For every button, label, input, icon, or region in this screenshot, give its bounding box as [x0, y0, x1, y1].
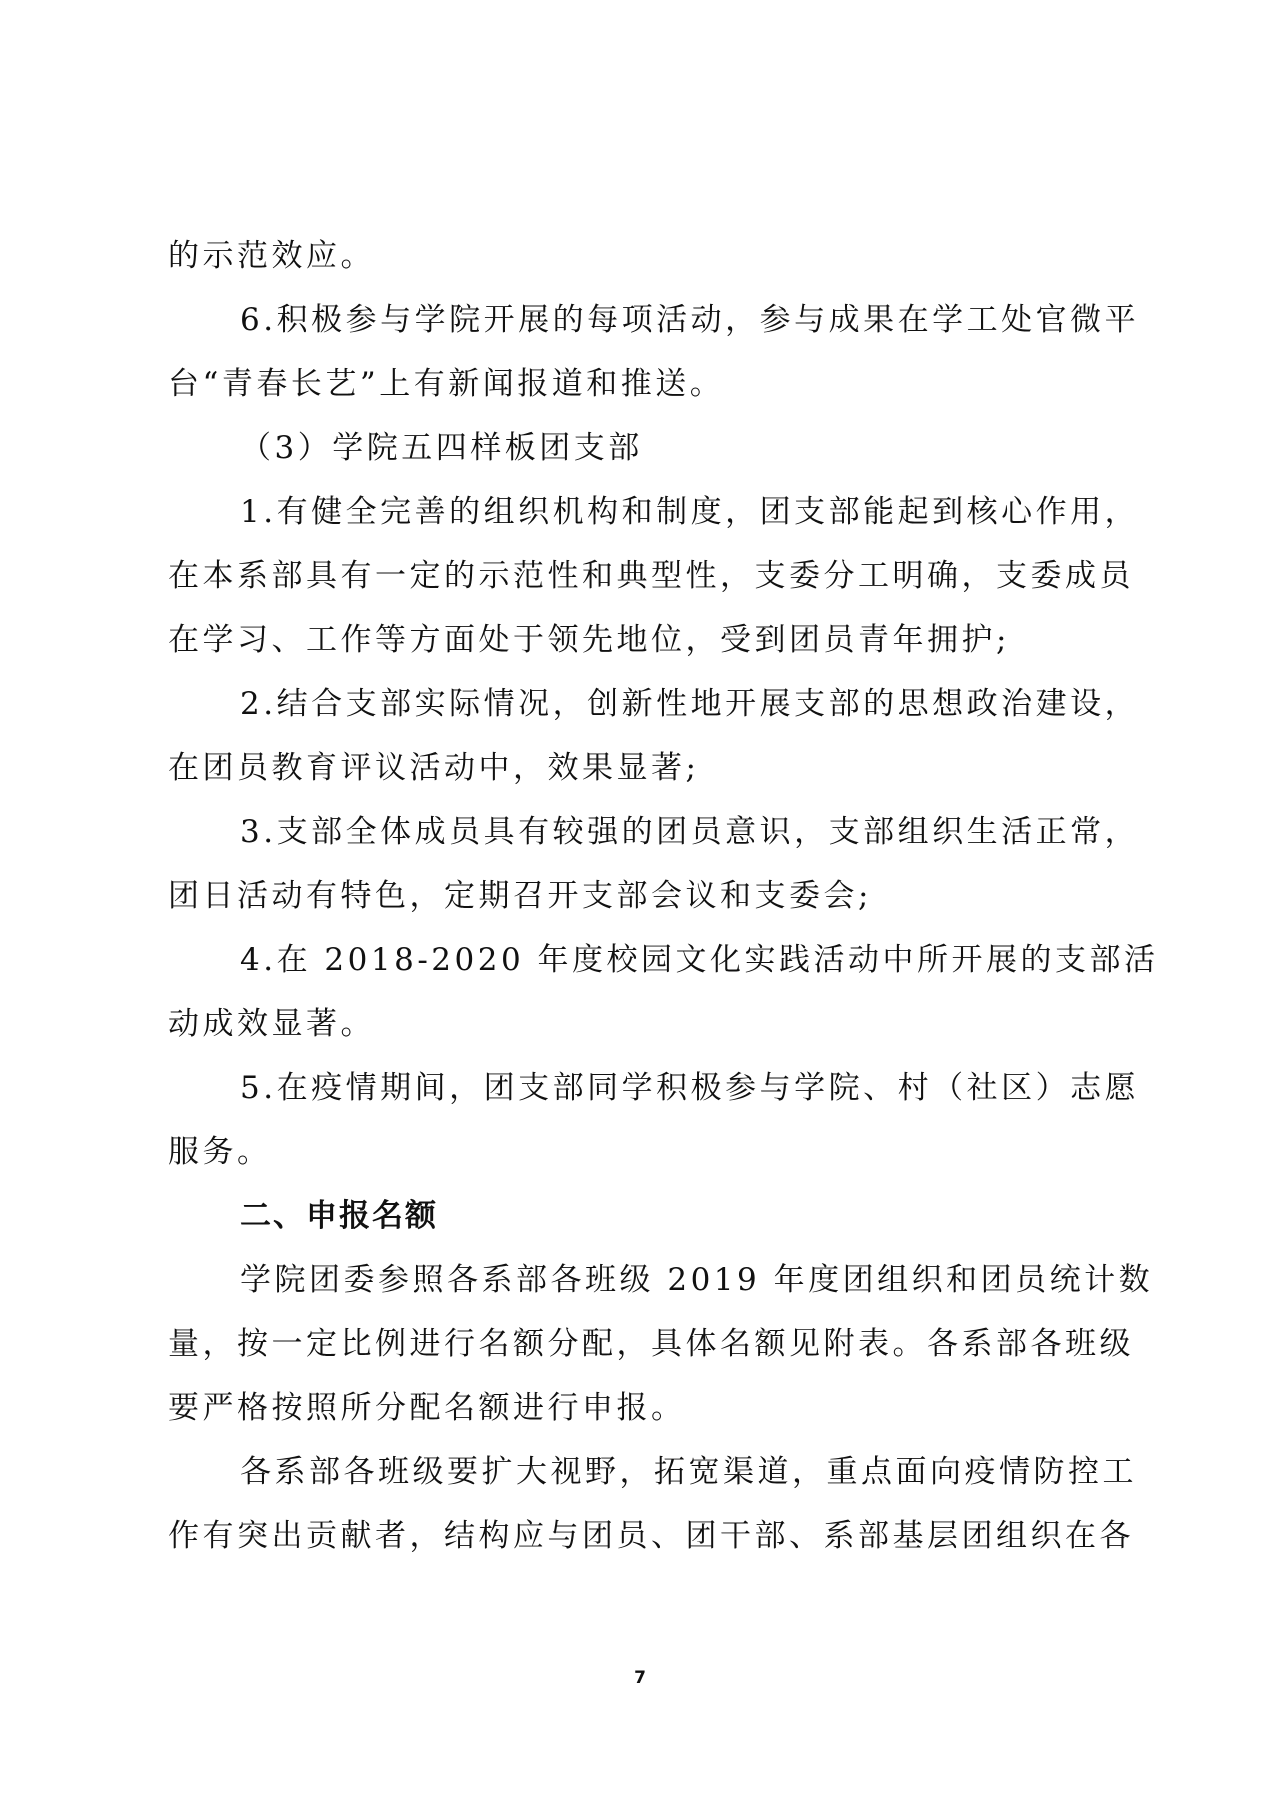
text-line: 学院团委参照各系部各班级 2019 年度团组织和团员统计数 — [240, 1262, 1154, 1298]
text-line: 1.有健全完善的组织机构和制度，团支部能起到核心作用， — [240, 494, 1140, 530]
text-line: 6.积极参与学院开展的每项活动，参与成果在学工处官微平 — [240, 302, 1140, 338]
text-line: 要严格按照所分配名额进行申报。 — [168, 1390, 686, 1426]
text-line: 的示范效应。 — [168, 238, 375, 274]
text-line: 各系部各班级要扩大视野，拓宽渠道，重点面向疫情防控工 — [240, 1454, 1137, 1490]
text-line: 量，按一定比例进行名额分配，具体名额见附表。各系部各班级 — [168, 1326, 1134, 1362]
text-line: 作有突出贡献者，结构应与团员、团干部、系部基层团组织在各 — [168, 1518, 1134, 1554]
body-text — [168, 224, 1159, 1568]
text-line: 3.支部全体成员具有较强的团员意识，支部组织生活正常， — [240, 814, 1140, 850]
text-line: 服务。 — [168, 1134, 272, 1170]
text-line: 在本系部具有一定的示范性和典型性，支委分工明确，支委成员 — [168, 558, 1134, 594]
text-line: 5.在疫情期间，团支部同学积极参与学院、村（社区）志愿 — [240, 1070, 1140, 1106]
text-line: 在学习、工作等方面处于领先地位，受到团员青年拥护; — [168, 622, 1010, 658]
text-line: 在团员教育评议活动中，效果显著; — [168, 750, 700, 786]
text-line: （3）学院五四样板团支部 — [240, 430, 643, 466]
section-heading: 二、申报名额 — [240, 1198, 438, 1234]
text-line: 台“青春长艺”上有新闻报道和推送。 — [168, 366, 725, 402]
text-line: 2.结合支部实际情况，创新性地开展支部的思想政治建设， — [240, 686, 1140, 722]
text-line: 团日活动有特色，定期召开支部会议和支委会; — [168, 878, 872, 914]
page-number: 7 — [634, 1668, 646, 1688]
text-line: 动成效显著。 — [168, 1006, 375, 1042]
text-line: 4.在 2018-2020 年度校园文化实践活动中所开展的支部活 — [240, 942, 1159, 978]
